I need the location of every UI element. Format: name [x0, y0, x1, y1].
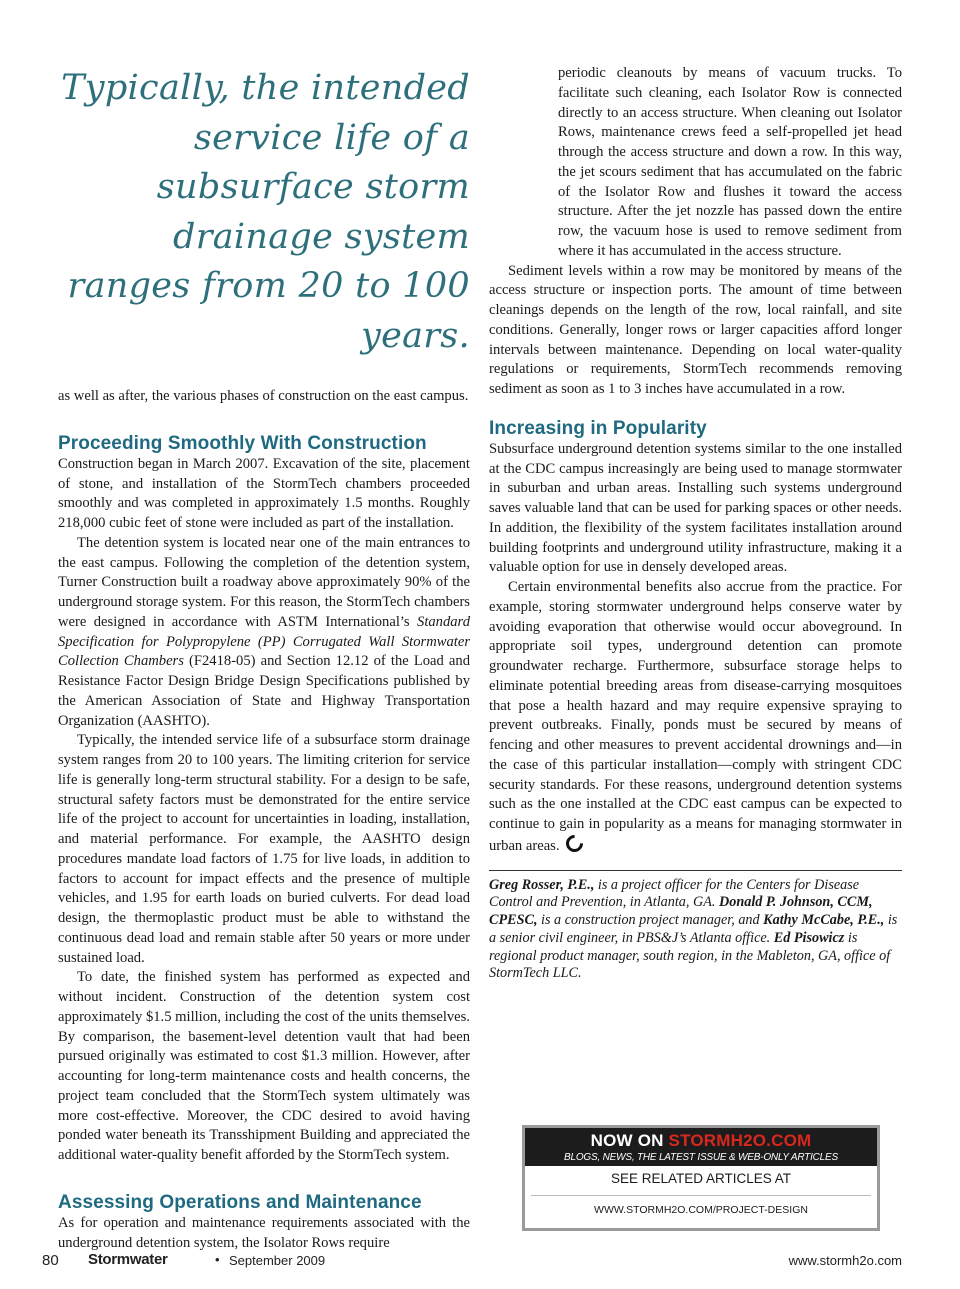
left-column	[58, 0, 470, 1253]
promo-subtitle: BLOGS, NEWS, THE LATEST ISSUE & WEB-ONLY ARTICLES	[564, 1152, 838, 1163]
author-bio-text: is regional product manager, south region, in the Mableton, GA, office of StormTech LLC.	[489, 929, 891, 982]
website-promo-box[interactable]	[522, 1125, 880, 1231]
promo-see-text: SEE RELATED ARTICLES AT	[610, 1171, 792, 1186]
paragraph-text: The detention system is located near one of the main entrances to the east campus. Following the completion of the detention system, Turner Construction built a roadway above approximately 90% of the underground storage system. For this reason, the StormTech chambers were designed in accordance with ASTM International’s	[58, 534, 470, 630]
promo-title-prefix: NOW ON	[590, 1131, 669, 1150]
author-name: Ed Pisowicz	[773, 929, 845, 946]
website-url[interactable]: www.stormh2o.com	[788, 1253, 902, 1268]
page-footer	[42, 1252, 902, 1272]
promo-title-site: STORMH2O.COM	[668, 1131, 812, 1150]
magazine-name: Stormwater	[88, 1251, 168, 1268]
author-name: Donald P. Johnson, CCM, CPESC,	[489, 894, 873, 929]
issue-date: September 2009	[229, 1253, 326, 1268]
pull-quote: Typically, the intended service life of a subsurface storm drainage system ranges from 20 to 100 years.	[61, 68, 470, 356]
promo-header	[525, 1128, 877, 1166]
page-number: 80	[42, 1252, 59, 1269]
paragraph: Typically, the intended service life of a subsurface storm drainage system ranges from 20 to 100 years. The limiting criterion for service life is generally long-term structural stability. For a design to be safe, structural safety factors must be demonstrated for the entire service life of the project to account for uncertainties in loading, installation, and material performance. For example, the AASHTO design procedures mandate load factors of 1.75 for live loads, in addition to factors to account for impact effects and the presence of multiple vehicles, and 1.95 for earth loads on buried culverts. For dead load design, the thermoplastic product must be able to withstand the continuous dead load and remain stable after 50 years or more under sustained load.	[58, 732, 470, 966]
paragraph: As for operation and maintenance requirements associated with the underground detention system, the Isolator Rows require	[58, 1214, 470, 1251]
author-name: Kathy McCabe, P.E.,	[763, 912, 885, 929]
paragraph	[58, 534, 470, 732]
author-bio-text: is a project officer for the Centers for Disease Control and Prevention, in Atlanta, GA.	[489, 876, 860, 911]
promo-title	[525, 1131, 877, 1151]
paragraph: To date, the finished system has performed as expected and without incident. Construction of the detention system cost approximately $1.5 million, including the cost of the units themselves. By comparison, the basement-level detention vault that had been pursued originally was estimated to cost $1.3 million. However, after accounting for long-term maintenance costs and health concerns, the project team concluded that the StormTech system ultimately was more cost-effective. Moreover, the CDC desired to avoid having ponded water beneath its Transshipment Building and appreciated the additional water-quality benefit afforded by the StormTech system.	[58, 969, 470, 1163]
section-heading: Assessing Operations and Maintenance	[58, 1191, 422, 1213]
paragraph: as well as after, the various phases of construction on the east campus.	[58, 388, 469, 404]
author-name: Greg Rosser, P.E.,	[489, 876, 595, 893]
promo-url-link[interactable]: WWW.STORMH2O.COM/PROJECT-DESIGN	[531, 1195, 871, 1216]
section-heading: Proceeding Smoothly With Construction	[58, 432, 427, 454]
paragraph: Subsurface underground detention systems similar to the one installed at the CDC campus increasingly are being used to manage stormwater in suburban and urban areas. Installing such systems underground saves valuable land that can be used for parking spaces or other needs. In addition, the flexibility of the system facilitates installation around building footprints and underground utility infrastructure, making it a valuable option for use in densely developed areas.	[489, 440, 902, 576]
end-of-article-icon	[562, 831, 586, 855]
standard-title: Standard Specification for Polypropylene (PP) Corrugated Wall Stormwater Collection Chambers	[58, 613, 470, 670]
separator-bullet: •	[215, 1252, 220, 1267]
paragraph	[489, 578, 902, 857]
author-bio-text: is a construction project manager, and	[537, 912, 764, 929]
paragraph: periodic cleanouts by means of vacuum trucks. To facilitate such cleaning, each Isolator Row is connected directly to an access structure. When cleaning out Isolator Rows, maintenance crews feed a self-propelled jet head through the access structure and down a row. In this way, the jet scours sediment that has accumulated on the fabric of the Isolator Row and flushes it toward the access structure. After the jet nozzle has passed down the entire row, the vacuum hose is used to remove sediment from where it has accumulated in the access structure.	[558, 65, 902, 259]
author-bios	[489, 870, 902, 984]
paragraph: Sediment levels within a row may be monitored by means of the access structure or inspection ports. The amount of time between cleanings depends on the length of the row, local rainfall, and site conditions. Generally, longer rows or larger capacities afford longer intervals between maintenance. Depending on local water-quality regulations or requirements, StormTech recommends removing sediment as soon as 1 to 3 inches have accumulated in a row.	[489, 262, 902, 397]
paragraph: Construction began in March 2007. Excavation of the site, placement of stone, and installation of the StormTech chambers proceeded smoothly and was completed in approximately 1.5 months. Roughly 218,000 cubic feet of stone were included as part of the installation.	[58, 455, 470, 531]
paragraph-text: Certain environmental benefits also accrue from the practice. For example, storing stormwater underground helps conserve water by avoiding evaporation that otherwise would occur aboveground. In appropriate soil types, underground detention can promote groundwater recharge. Furthermore, subsurface storage helps to eliminate potential breeding areas from disease-carrying mosquitoes that pose a health hazard and may require expensive spraying to prevent outbreaks. Finally, ponds must be secured by means of fencing and other measures to prevent accidental drownings and—in the case of this particular installation—comply with stringent CDC security standards. For these reasons, underground detention systems such as the one installed at the CDC east campus can be expected to continue to gain in popularity as a means for managing stormwater in urban areas.	[489, 579, 902, 854]
paragraph-text: (F2418-05) and Section 12.12 of the Load and Resistance Factor Design Bridge Design Specifications published by the American Association of State and Highway Transportation Organization (AASHTO).	[58, 653, 471, 729]
section-heading: Increasing in Popularity	[489, 417, 707, 439]
right-column	[489, 0, 902, 983]
author-bio-text: is a senior civil engineer, in PBS&J’s Atlanta office.	[489, 912, 898, 946]
